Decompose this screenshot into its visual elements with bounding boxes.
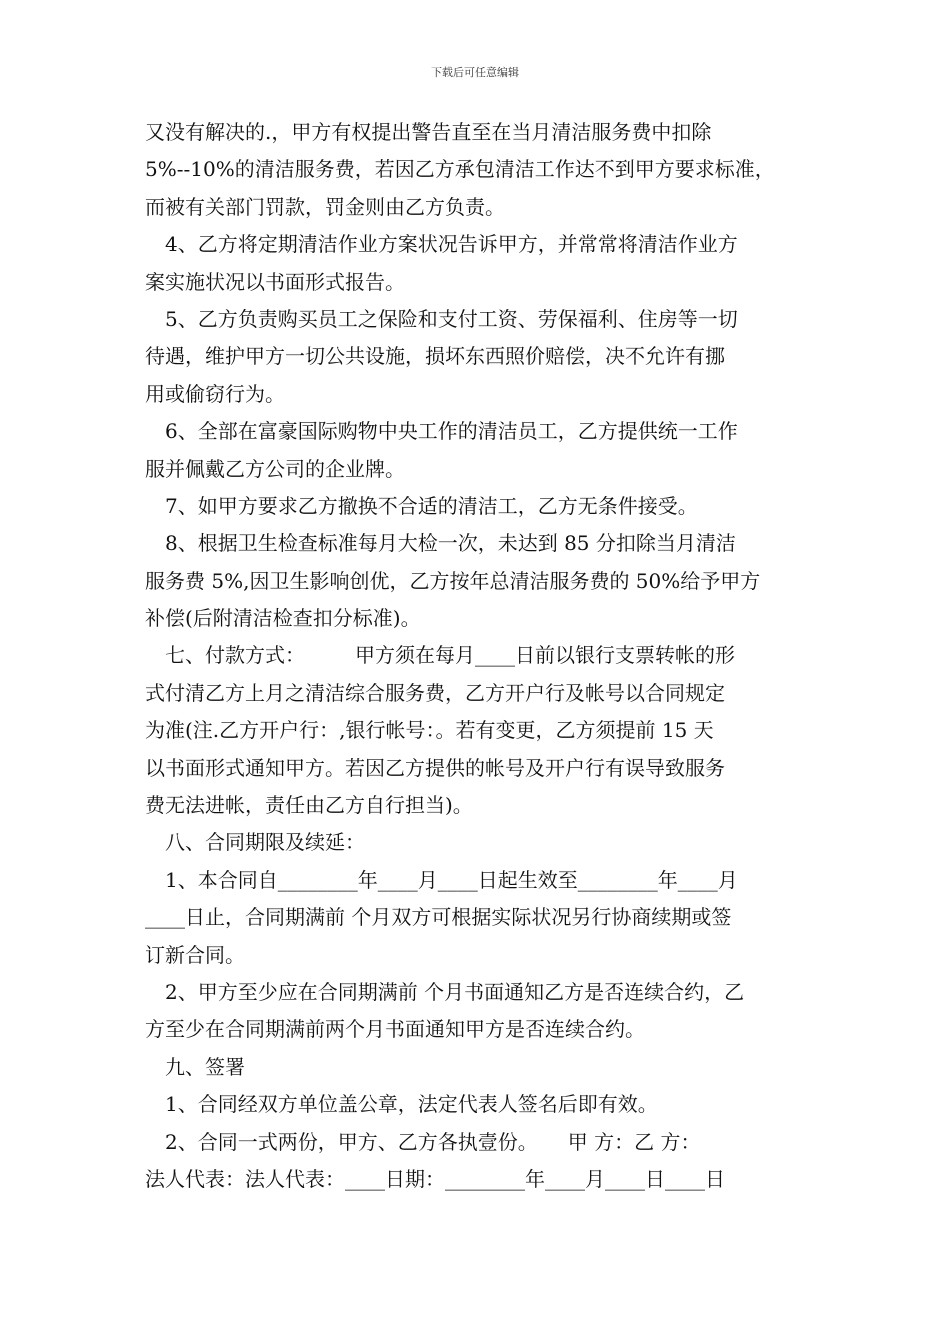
text-line: 用或偷窃行为。 xyxy=(145,381,285,406)
text-line: 订新合同。 xyxy=(145,942,245,967)
text-line: 法人代表：法人代表：____日期：________年____月____日____日 xyxy=(145,1166,725,1191)
text-line: 为准(注.乙方开户行：,银行帐号：。若有变更，乙方须提前 15 天 xyxy=(145,718,714,743)
text-line: 4、乙方将定期清洁作业方案状况告诉甲方，并常常将清洁作业方 xyxy=(145,232,738,257)
text-line: 8、根据卫生检查标准每月大检一次，未达到 85 分扣除当月清洁 xyxy=(145,531,736,556)
text-line: 服并佩戴乙方公司的企业牌。 xyxy=(145,456,405,481)
text-line: 七、付款方式： 甲方须在每月____日前以银行支票转帐的形 xyxy=(145,643,735,668)
text-line: 5、乙方负责购买员工之保险和支付工资、劳保福利、住房等一切 xyxy=(145,306,738,331)
document-body xyxy=(145,114,810,1198)
text-line: ____日止，合同期满前 个月双方可根据实际状况另行协商续期或签 xyxy=(145,905,732,930)
text-line: 待遇，维护甲方一切公共设施，损坏东西照价赔偿，决不允许有挪 xyxy=(145,344,725,369)
text-line: 又没有解决的.，甲方有权提出警告直至在当月清洁服务费中扣除 xyxy=(145,120,712,144)
text-line: 2、甲方至少应在合同期满前 个月书面通知乙方是否连续合约，乙 xyxy=(145,979,745,1004)
text-line: 服务费 5%,因卫生影响创优，乙方按年总清洁服务费的 50%给予甲方 xyxy=(145,568,761,593)
text-line: 以书面形式通知甲方。若因乙方提供的帐号及开户行有误导致服务 xyxy=(145,755,725,780)
text-line: 6、全部在富豪国际购物中央工作的清洁员工，乙方提供统一工作 xyxy=(145,419,738,444)
text-line: 案实施状况以书面形式报告。 xyxy=(145,269,405,294)
page-header: 下载后可任意编辑 xyxy=(431,66,519,79)
text-line: 1、本合同自________年____月____日起生效至________年____月 xyxy=(145,867,738,892)
text-line: 7、如甲方要求乙方撤换不合适的清洁工，乙方无条件接受。 xyxy=(145,493,698,518)
text-line: 而被有关部门罚款，罚金则由乙方负责。 xyxy=(145,194,505,219)
text-line: 九、签署 xyxy=(145,1054,245,1079)
text-line: 补偿(后附清洁检查扣分标准)。 xyxy=(145,606,421,631)
text-line: 八、合同期限及续延： xyxy=(145,830,365,855)
text-line: 费无法进帐，责任由乙方自行担当)。 xyxy=(145,793,473,818)
text-line: 式付清乙方上月之清洁综合服务费，乙方开户行及帐号以合同规定 xyxy=(145,680,725,705)
text-line: 5%--10%的清洁服务费，若因乙方承包清洁工作达不到甲方要求标准， xyxy=(145,157,775,182)
text-line: 1、合同经双方单位盖公章，法定代表人签名后即有效。 xyxy=(145,1092,658,1117)
text-line: 2、合同一式两份，甲方、乙方各执壹份。 甲 方：乙 方： xyxy=(145,1129,701,1154)
text-line: 方至少在合同期满前两个月书面通知甲方是否连续合约。 xyxy=(145,1017,645,1042)
